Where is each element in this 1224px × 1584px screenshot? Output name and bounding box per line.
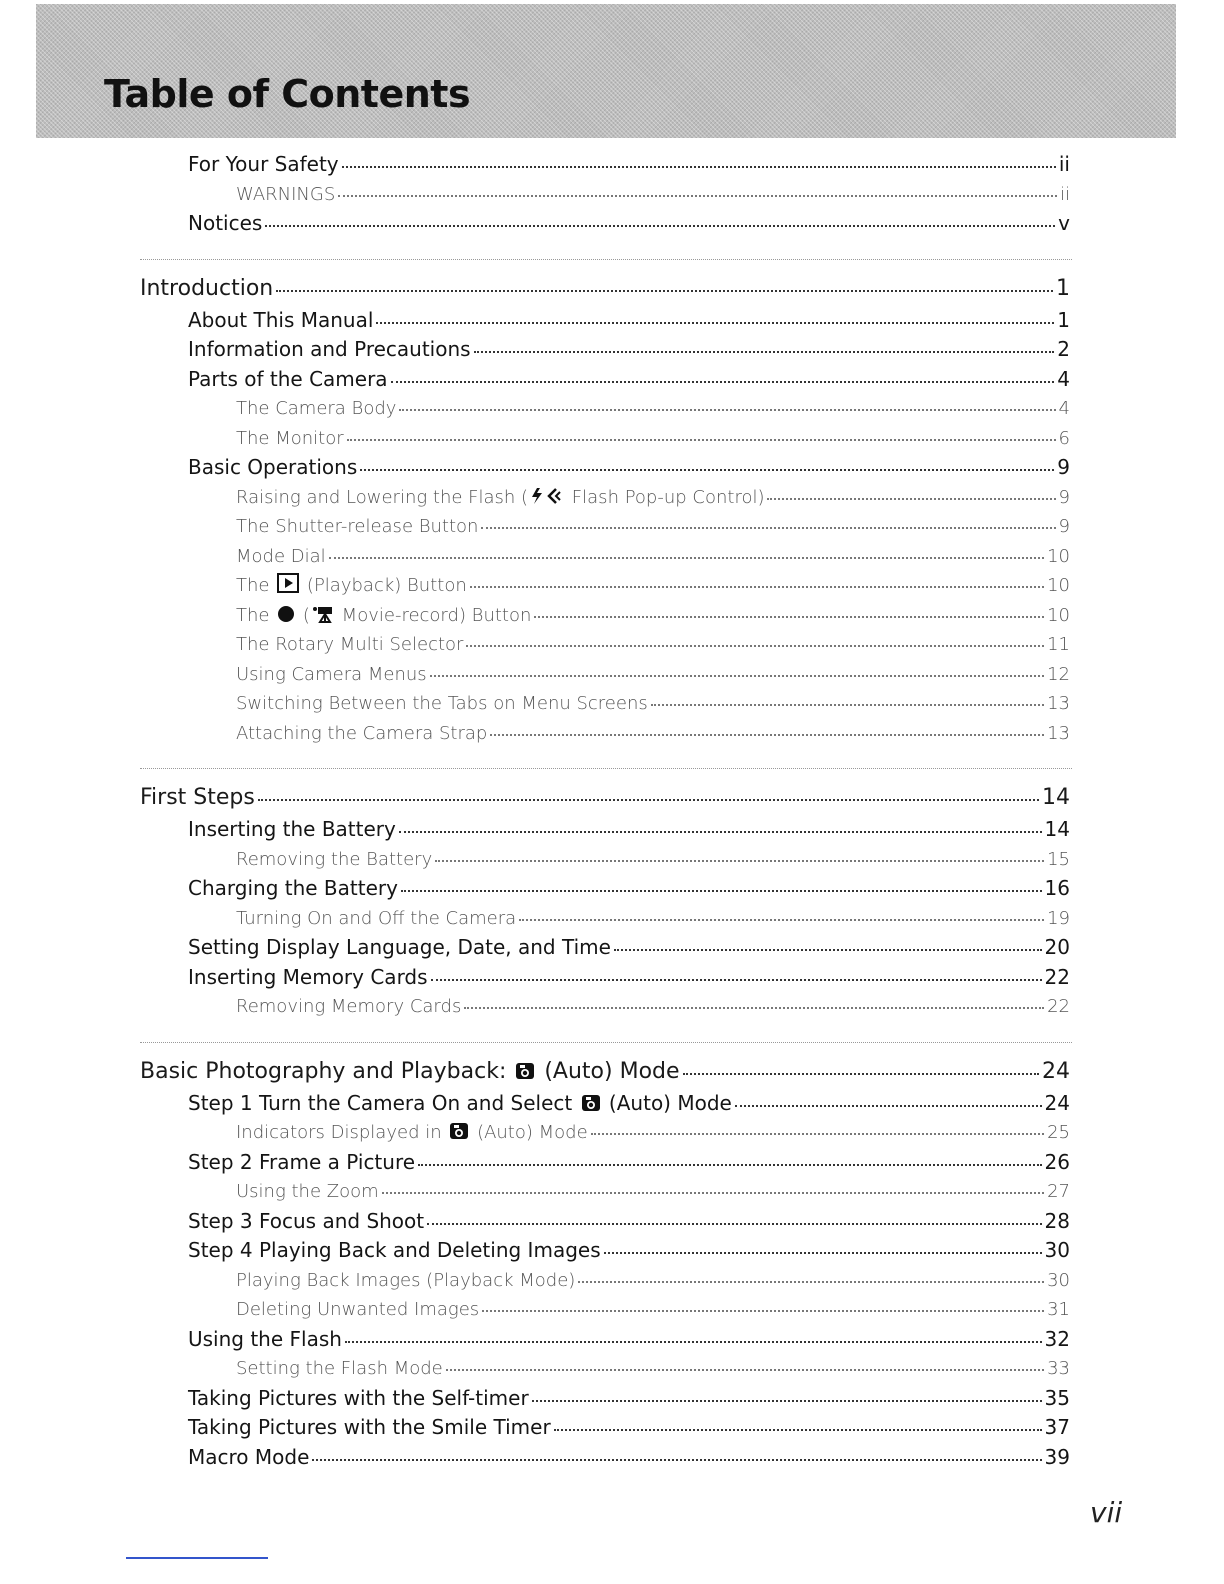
toc-page-number: 37	[1044, 1415, 1070, 1439]
toc-entry[interactable]	[140, 904, 1070, 934]
toc-entry-text-after: (Auto) Mode	[537, 1058, 680, 1084]
toc-page-number: 10	[1047, 575, 1070, 596]
toc-page-number: 14	[1042, 785, 1070, 810]
dot-leader	[482, 1310, 1044, 1312]
toc-entry-label	[188, 453, 357, 483]
toc-page-number: 14	[1044, 817, 1070, 841]
dot-leader	[430, 675, 1044, 677]
toc-entry[interactable]	[140, 150, 1070, 180]
dot-leader	[735, 1105, 1042, 1107]
toc-entry[interactable]	[140, 209, 1070, 239]
toc-entry-label	[188, 1384, 529, 1414]
toc-entry[interactable]	[140, 483, 1070, 513]
toc-entry-text: For Your Safety	[188, 152, 339, 176]
table-of-contents	[140, 150, 1070, 1472]
toc-entry-text: Basic Photography and Playback:	[140, 1058, 514, 1084]
toc-entry-label	[140, 1055, 680, 1091]
toc-entry-text: Setting the Flash Mode	[236, 1358, 443, 1379]
toc-entry[interactable]	[140, 453, 1070, 483]
toc-entry-text: Step 3 Focus and Shoot	[188, 1208, 425, 1233]
toc-entry-label	[236, 719, 487, 749]
toc-entry[interactable]	[140, 815, 1070, 845]
toc-entry[interactable]	[140, 542, 1070, 572]
toc-entry-label	[188, 1207, 424, 1237]
toc-page-number: 12	[1047, 663, 1070, 685]
toc-entry-text-after: Flash Pop-up Control)	[566, 486, 765, 508]
toc-page-number: 33	[1047, 1358, 1070, 1379]
toc-page-number: 30	[1044, 1238, 1070, 1262]
dot-leader	[399, 831, 1042, 833]
toc-entry[interactable]	[140, 1384, 1070, 1414]
toc-page-number: 31	[1047, 1299, 1070, 1320]
toc-entry-label	[188, 335, 471, 365]
dot-leader	[683, 1073, 1039, 1075]
toc-entry[interactable]	[140, 719, 1070, 749]
toc-entry-label	[188, 1236, 601, 1266]
dot-leader	[614, 949, 1042, 951]
toc-entry-text: Mode Dial	[236, 545, 326, 567]
toc-entry[interactable]	[140, 365, 1070, 395]
toc-page-number: 27	[1047, 1181, 1070, 1202]
toc-entry-text: Macro Mode	[188, 1444, 310, 1469]
header-banner	[36, 4, 1176, 138]
toc-entry-text: The	[236, 604, 276, 626]
toc-entry[interactable]	[140, 1236, 1070, 1266]
auto-mode-camera-icon	[449, 1120, 469, 1150]
toc-entry[interactable]	[140, 630, 1070, 660]
toc-entry-text: Step 1 Turn the Camera On and Select	[188, 1090, 579, 1115]
dot-leader	[554, 1429, 1042, 1431]
toc-entry[interactable]	[140, 1295, 1070, 1325]
toc-page-number: 35	[1044, 1385, 1070, 1410]
dot-leader	[435, 860, 1044, 862]
toc-page-number: 39	[1044, 1444, 1070, 1469]
toc-entry-text: Switching Between the Tabs on Menu Screens	[236, 693, 648, 714]
dot-leader	[360, 469, 1054, 471]
dot-leader	[347, 439, 1056, 441]
dot-leader	[604, 1252, 1042, 1254]
toc-entry-label	[236, 845, 432, 875]
toc-entry-text: Using Camera Menus	[236, 663, 427, 685]
toc-entry-label	[140, 272, 273, 306]
toc-entry-text: Playing Back Images (Playback Mode)	[236, 1269, 576, 1291]
toc-page-number: 1	[1056, 275, 1070, 301]
footer-rule	[126, 1557, 268, 1559]
dot-leader	[345, 1341, 1042, 1343]
toc-entry-text-after: (Playback) Button	[301, 575, 467, 596]
dot-leader	[534, 616, 1044, 618]
toc-page-number: 6	[1058, 427, 1070, 449]
toc-entry-text: Raising and Lowering the Flash (	[236, 486, 529, 508]
toc-entry[interactable]	[140, 601, 1070, 631]
dot-leader	[342, 166, 1056, 168]
section-divider	[140, 1042, 1072, 1043]
toc-entry-label	[236, 424, 344, 454]
toc-entry[interactable]	[140, 992, 1070, 1022]
toc-page-number: 28	[1044, 1208, 1070, 1233]
dot-leader	[418, 1164, 1042, 1166]
dot-leader	[382, 1192, 1044, 1194]
toc-entry[interactable]	[140, 1413, 1070, 1443]
toc-entry-label	[188, 1148, 415, 1178]
flash-popup-icon	[530, 485, 564, 515]
auto-mode-camera-icon	[515, 1057, 535, 1091]
toc-entry[interactable]	[140, 933, 1070, 963]
toc-entry-label	[236, 1354, 443, 1384]
toc-entry-text: Inserting the Battery	[188, 817, 396, 841]
toc-page-number: ii	[1058, 152, 1070, 176]
dot-leader	[519, 919, 1044, 921]
dot-leader	[329, 557, 1044, 559]
toc-entry-label	[236, 1118, 588, 1150]
toc-entry-text: The Monitor	[236, 427, 344, 449]
toc-entry-label	[188, 1325, 342, 1355]
toc-entry-text: Notices	[188, 211, 263, 235]
dot-leader	[258, 799, 1039, 801]
toc-page-number: 24	[1044, 1090, 1070, 1115]
toc-page-number: 4	[1058, 398, 1070, 419]
dot-leader	[481, 527, 1055, 529]
toc-entry-label	[188, 306, 373, 336]
toc-entry[interactable]	[140, 963, 1070, 993]
dot-leader	[532, 1400, 1042, 1402]
toc-page-number: 22	[1047, 996, 1070, 1017]
toc-entry[interactable]	[140, 335, 1070, 365]
toc-entry[interactable]	[140, 512, 1070, 542]
dot-leader	[431, 979, 1042, 981]
toc-entry-text: Deleting Unwanted Images	[236, 1299, 480, 1320]
dot-leader	[651, 704, 1044, 706]
toc-entry[interactable]	[140, 1207, 1070, 1237]
toc-entry-label	[236, 512, 478, 542]
toc-entry-text: Information and Precautions	[188, 337, 471, 361]
toc-page-number: 1	[1057, 307, 1070, 332]
toc-entry[interactable]	[140, 660, 1070, 690]
toc-page-number: 10	[1047, 604, 1070, 626]
toc-entry-label	[140, 781, 255, 815]
toc-entry[interactable]	[140, 1089, 1070, 1119]
toc-entry-text: Using the Flash	[188, 1326, 342, 1351]
toc-entry-text: Basic Operations	[188, 455, 358, 479]
toc-entry[interactable]	[140, 272, 1070, 306]
dot-leader	[376, 322, 1054, 324]
toc-page-number: 30	[1047, 1269, 1070, 1291]
toc-entry-label	[236, 689, 648, 719]
page-number: vii	[1090, 1496, 1123, 1529]
toc-entry-text: The Shutter-release Button	[236, 516, 479, 537]
toc-page-number: 32	[1044, 1326, 1070, 1351]
toc-entry-label	[236, 483, 764, 515]
toc-entry-text: About This Manual	[188, 307, 374, 332]
dot-leader	[591, 1133, 1044, 1135]
toc-page-number: 13	[1047, 722, 1070, 744]
toc-entry-label	[236, 601, 531, 633]
toc-page-number: 13	[1047, 693, 1070, 714]
toc-entry-label	[236, 660, 427, 690]
dot-leader	[446, 1369, 1044, 1371]
toc-entry-text-after: (Auto) Mode	[471, 1122, 588, 1143]
toc-entry-text: First Steps	[140, 785, 255, 810]
toc-entry[interactable]	[140, 689, 1070, 719]
toc-entry-label	[236, 1295, 479, 1325]
toc-entry-label	[236, 394, 396, 424]
toc-entry[interactable]	[140, 1055, 1070, 1089]
dot-leader	[338, 195, 1057, 197]
toc-page-number: 25	[1047, 1122, 1070, 1143]
toc-entry-label	[188, 963, 428, 993]
toc-entry[interactable]	[140, 1443, 1070, 1473]
toc-entry-text: Removing Memory Cards	[236, 996, 462, 1017]
toc-entry-label	[236, 180, 335, 210]
toc-entry-text: Charging the Battery	[188, 876, 398, 900]
toc-entry-text: Step 2 Frame a Picture	[188, 1149, 416, 1174]
toc-page-number: 22	[1044, 964, 1070, 989]
toc-entry[interactable]	[140, 180, 1070, 210]
dot-leader	[464, 1007, 1044, 1009]
section-divider	[140, 768, 1072, 769]
toc-page-number: 15	[1047, 848, 1070, 870]
toc-entry-text: Inserting Memory Cards	[188, 964, 428, 989]
toc-entry-text: Parts of the Camera	[188, 366, 388, 391]
toc-page-number: 9	[1057, 455, 1070, 479]
toc-section-front	[140, 150, 1070, 239]
toc-entry[interactable]	[140, 781, 1070, 815]
dot-leader	[401, 890, 1042, 892]
toc-entry-label	[188, 209, 262, 239]
dot-leader	[578, 1281, 1044, 1283]
toc-entry[interactable]	[140, 394, 1070, 424]
toc-entry-label	[236, 630, 463, 660]
toc-entry[interactable]	[140, 571, 1070, 601]
toc-page-number: 24	[1042, 1058, 1070, 1084]
dot-leader	[399, 409, 1055, 411]
toc-page-number: 11	[1047, 634, 1070, 655]
toc-entry[interactable]	[140, 1266, 1070, 1296]
section-divider	[140, 259, 1072, 260]
toc-entry-label	[236, 542, 326, 572]
dot-leader	[427, 1223, 1041, 1225]
toc-entry-text: Indicators Displayed in	[236, 1122, 448, 1143]
toc-entry-text: WARNINGS	[236, 183, 336, 205]
dot-leader	[490, 734, 1044, 736]
toc-entry[interactable]	[140, 424, 1070, 454]
toc-entry-text: The Camera Body	[236, 398, 397, 419]
page-title: Table of Contents	[104, 72, 471, 116]
toc-entry-text: Taking Pictures with the Self-timer	[188, 1385, 529, 1410]
toc-entry-label	[188, 1089, 732, 1121]
toc-entry-text-after: (Auto) Mode	[602, 1090, 732, 1115]
toc-entry-text: Using the Zoom	[236, 1181, 379, 1202]
toc-page-number: 26	[1044, 1149, 1070, 1174]
toc-page-number: 10	[1047, 545, 1070, 567]
dot-leader	[474, 351, 1055, 353]
toc-entry-label	[188, 365, 388, 395]
dot-leader	[312, 1459, 1041, 1461]
toc-page-number: 19	[1047, 907, 1070, 929]
toc-entry-label	[236, 1177, 379, 1207]
toc-entry[interactable]	[140, 1354, 1070, 1384]
dot-leader	[470, 586, 1044, 588]
toc-entry[interactable]	[140, 1177, 1070, 1207]
toc-entry-text: Introduction	[140, 275, 274, 301]
auto-mode-camera-icon	[581, 1091, 601, 1121]
toc-entry-text-after: (	[297, 604, 310, 626]
dot-leader	[391, 381, 1055, 383]
toc-entry-label	[236, 1266, 575, 1296]
toc-entry[interactable]	[140, 845, 1070, 875]
dot-leader	[466, 645, 1044, 647]
dot-leader	[767, 498, 1055, 500]
toc-entry-text: The Rotary Multi Selector	[236, 634, 464, 655]
playback-icon	[277, 573, 299, 603]
toc-entry-label	[236, 904, 516, 934]
toc-page-number: 16	[1044, 876, 1070, 900]
toc-page-number: 9	[1058, 516, 1070, 537]
toc-entry-text: Turning On and Off the Camera	[236, 907, 517, 929]
toc-page-number: v	[1058, 211, 1070, 235]
toc-entry[interactable]	[140, 1325, 1070, 1355]
toc-page-number: 9	[1058, 486, 1070, 508]
toc-entry-label	[236, 992, 461, 1022]
toc-entry[interactable]	[140, 306, 1070, 336]
toc-entry-text: The	[236, 575, 276, 596]
toc-entry-text: Attaching the Camera Strap	[236, 722, 488, 744]
toc-entry-label	[188, 874, 398, 904]
toc-page-number: 20	[1044, 935, 1070, 959]
toc-entry-label	[188, 1413, 551, 1443]
toc-entry[interactable]	[140, 874, 1070, 904]
toc-entry[interactable]	[140, 1148, 1070, 1178]
toc-entry-label	[236, 571, 467, 603]
toc-entry-text: Setting Display Language, Date, and Time	[188, 935, 611, 959]
dot-leader	[265, 225, 1055, 227]
toc-entry-text: Step 4 Playing Back and Deleting Images	[188, 1238, 601, 1262]
movie-record-icon	[312, 603, 334, 633]
toc-section-basic-photography	[140, 1055, 1070, 1473]
toc-page-number: 2	[1057, 337, 1070, 361]
toc-entry-label	[188, 1443, 309, 1473]
toc-entry-label	[188, 815, 396, 845]
dot-leader	[276, 290, 1053, 292]
toc-entry-label	[188, 933, 611, 963]
toc-entry-text-after2: Movie-record) Button	[335, 604, 532, 626]
toc-entry-text: Removing the Battery	[236, 848, 433, 870]
toc-section-first-steps	[140, 781, 1070, 1022]
toc-section-introduction	[140, 272, 1070, 749]
toc-entry-label	[188, 150, 339, 180]
toc-entry-text: Taking Pictures with the Smile Timer	[188, 1415, 551, 1439]
toc-page-number: ii	[1059, 183, 1070, 205]
record-dot-icon	[277, 603, 295, 633]
toc-page-number: 4	[1057, 366, 1070, 391]
toc-entry[interactable]	[140, 1118, 1070, 1148]
